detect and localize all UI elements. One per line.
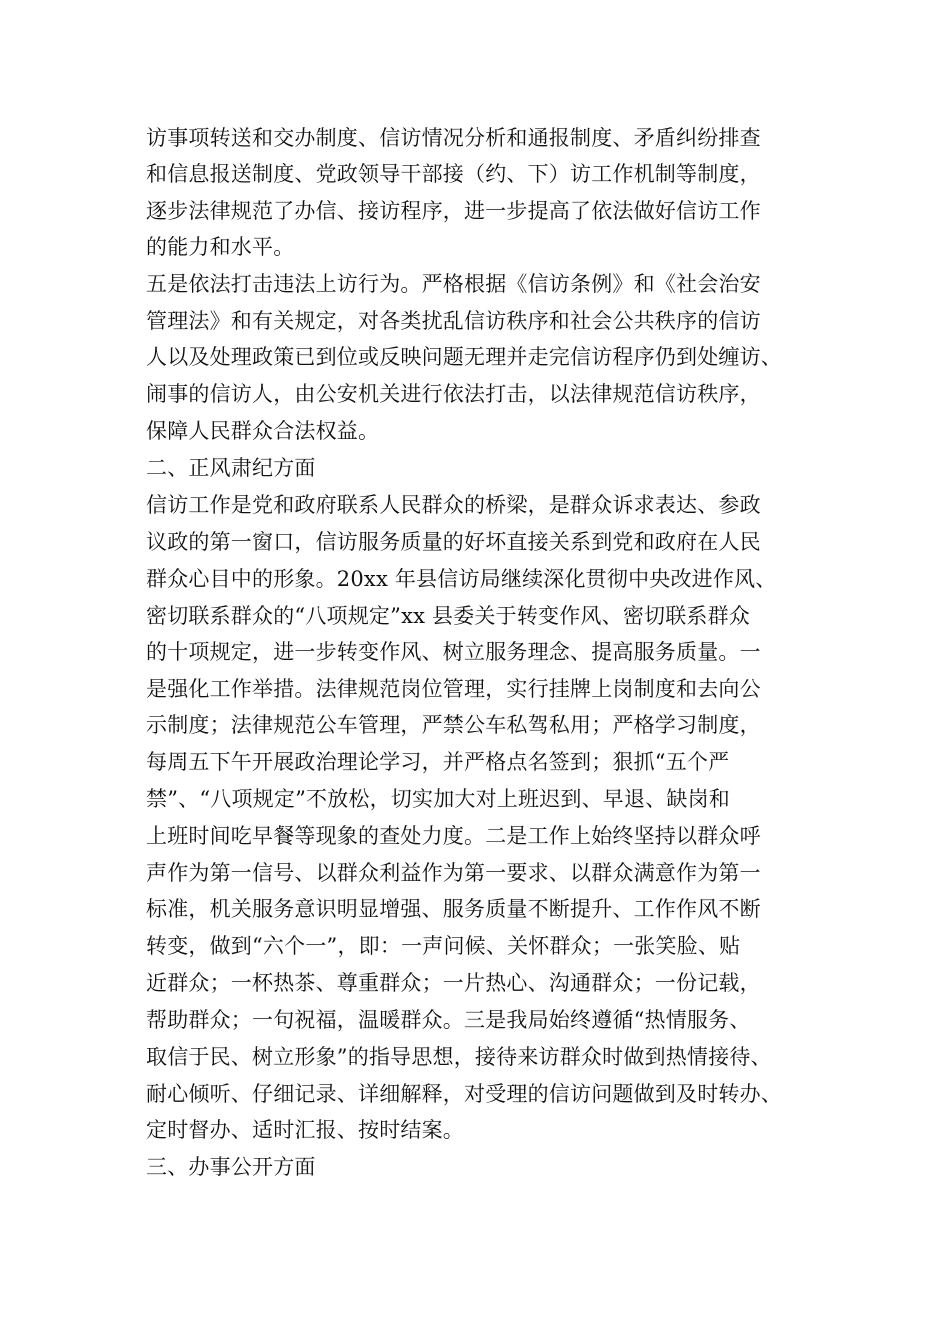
text-line: 帮助群众；一句祝福，温暖群众。三是我局始终遵循“热情服务、 [146,1008,751,1032]
text-line: 声作为第一信号、以群众利益作为第一要求、以群众满意作为第一 [146,861,761,885]
text-line: 定时督办、适时汇报、按时结案。 [146,1118,464,1142]
text-line: 和信息报送制度、党政领导干部接（约、下）访工作机制等制度， [146,162,761,186]
text-line: 群众心目中的形象。20xx 年县信访局继续深化贯彻中央改进作风、 [146,567,777,591]
text-line: 人以及处理政策已到位或反映问题无理并走完信访程序仍到处缠访、 [146,345,782,369]
text-line: 密切联系群众的“八项规定”xx 县委关于转变作风、密切联系群众 [146,604,751,628]
text-line: 议政的第一窗口，信访服务质量的好坏直接关系到党和政府在人民 [146,530,761,554]
text-line: 示制度；法律规范公车管理，严禁公车私驾私用；严格学习制度， [146,713,761,737]
text-line: 近群众；一杯热茶、尊重群众；一片热心、沟通群众；一份记载， [146,971,761,995]
text-line: 耐心倾听、仔细记录、详细解释，对受理的信访问题做到及时转办、 [146,1082,782,1106]
text-line: 是强化工作举措。法律规范岗位管理，实行挂牌上岗制度和去向公 [146,677,761,701]
text-line: 访事项转送和交办制度、信访情况分析和通报制度、矛盾纠纷排查 [146,126,761,150]
text-line: 五是依法打击违法上访行为。严格根据《信访条例》和《社会治安 [146,272,761,296]
text-line: 的能力和水平。 [146,235,295,259]
text-line: 逐步法律规范了办信、接访程序，进一步提高了依法做好信访工作 [146,199,761,223]
section-heading: 二、正风肃纪方面 [146,456,316,480]
text-line: 转变，做到“六个一”，即：一声问候、关怀群众；一张笑脸、贴 [146,934,741,958]
text-line: 取信于民、树立形象”的指导思想，接待来访群众时做到热情接待、 [146,1045,772,1069]
text-line: 的十项规定，进一步转变作风、树立服务理念、提高服务质量。一 [146,640,761,664]
text-line: 信访工作是党和政府联系人民群众的桥梁，是群众诉求表达、参政 [146,493,761,517]
text-line: 管理法》和有关规定，对各类扰乱信访秩序和社会公共秩序的信访 [146,309,761,333]
text-line: 禁”、“八项规定”不放松，切实加大对上班迟到、早退、缺岗和 [146,787,731,811]
text-line: 上班时间吃早餐等现象的查处力度。二是工作上始终坚持以群众呼 [146,824,761,848]
text-line: 标准，机关服务意识明显增强、服务质量不断提升、工作作风不断 [146,897,761,921]
text-line: 每周五下午开展政治理论学习，并严格点名签到；狠抓“五个严 [146,750,730,774]
section-heading: 三、办事公开方面 [146,1155,316,1179]
text-line: 保障人民群众合法权益。 [146,419,380,443]
text-line: 闹事的信访人，由公安机关进行依法打击，以法律规范信访秩序， [146,382,761,406]
